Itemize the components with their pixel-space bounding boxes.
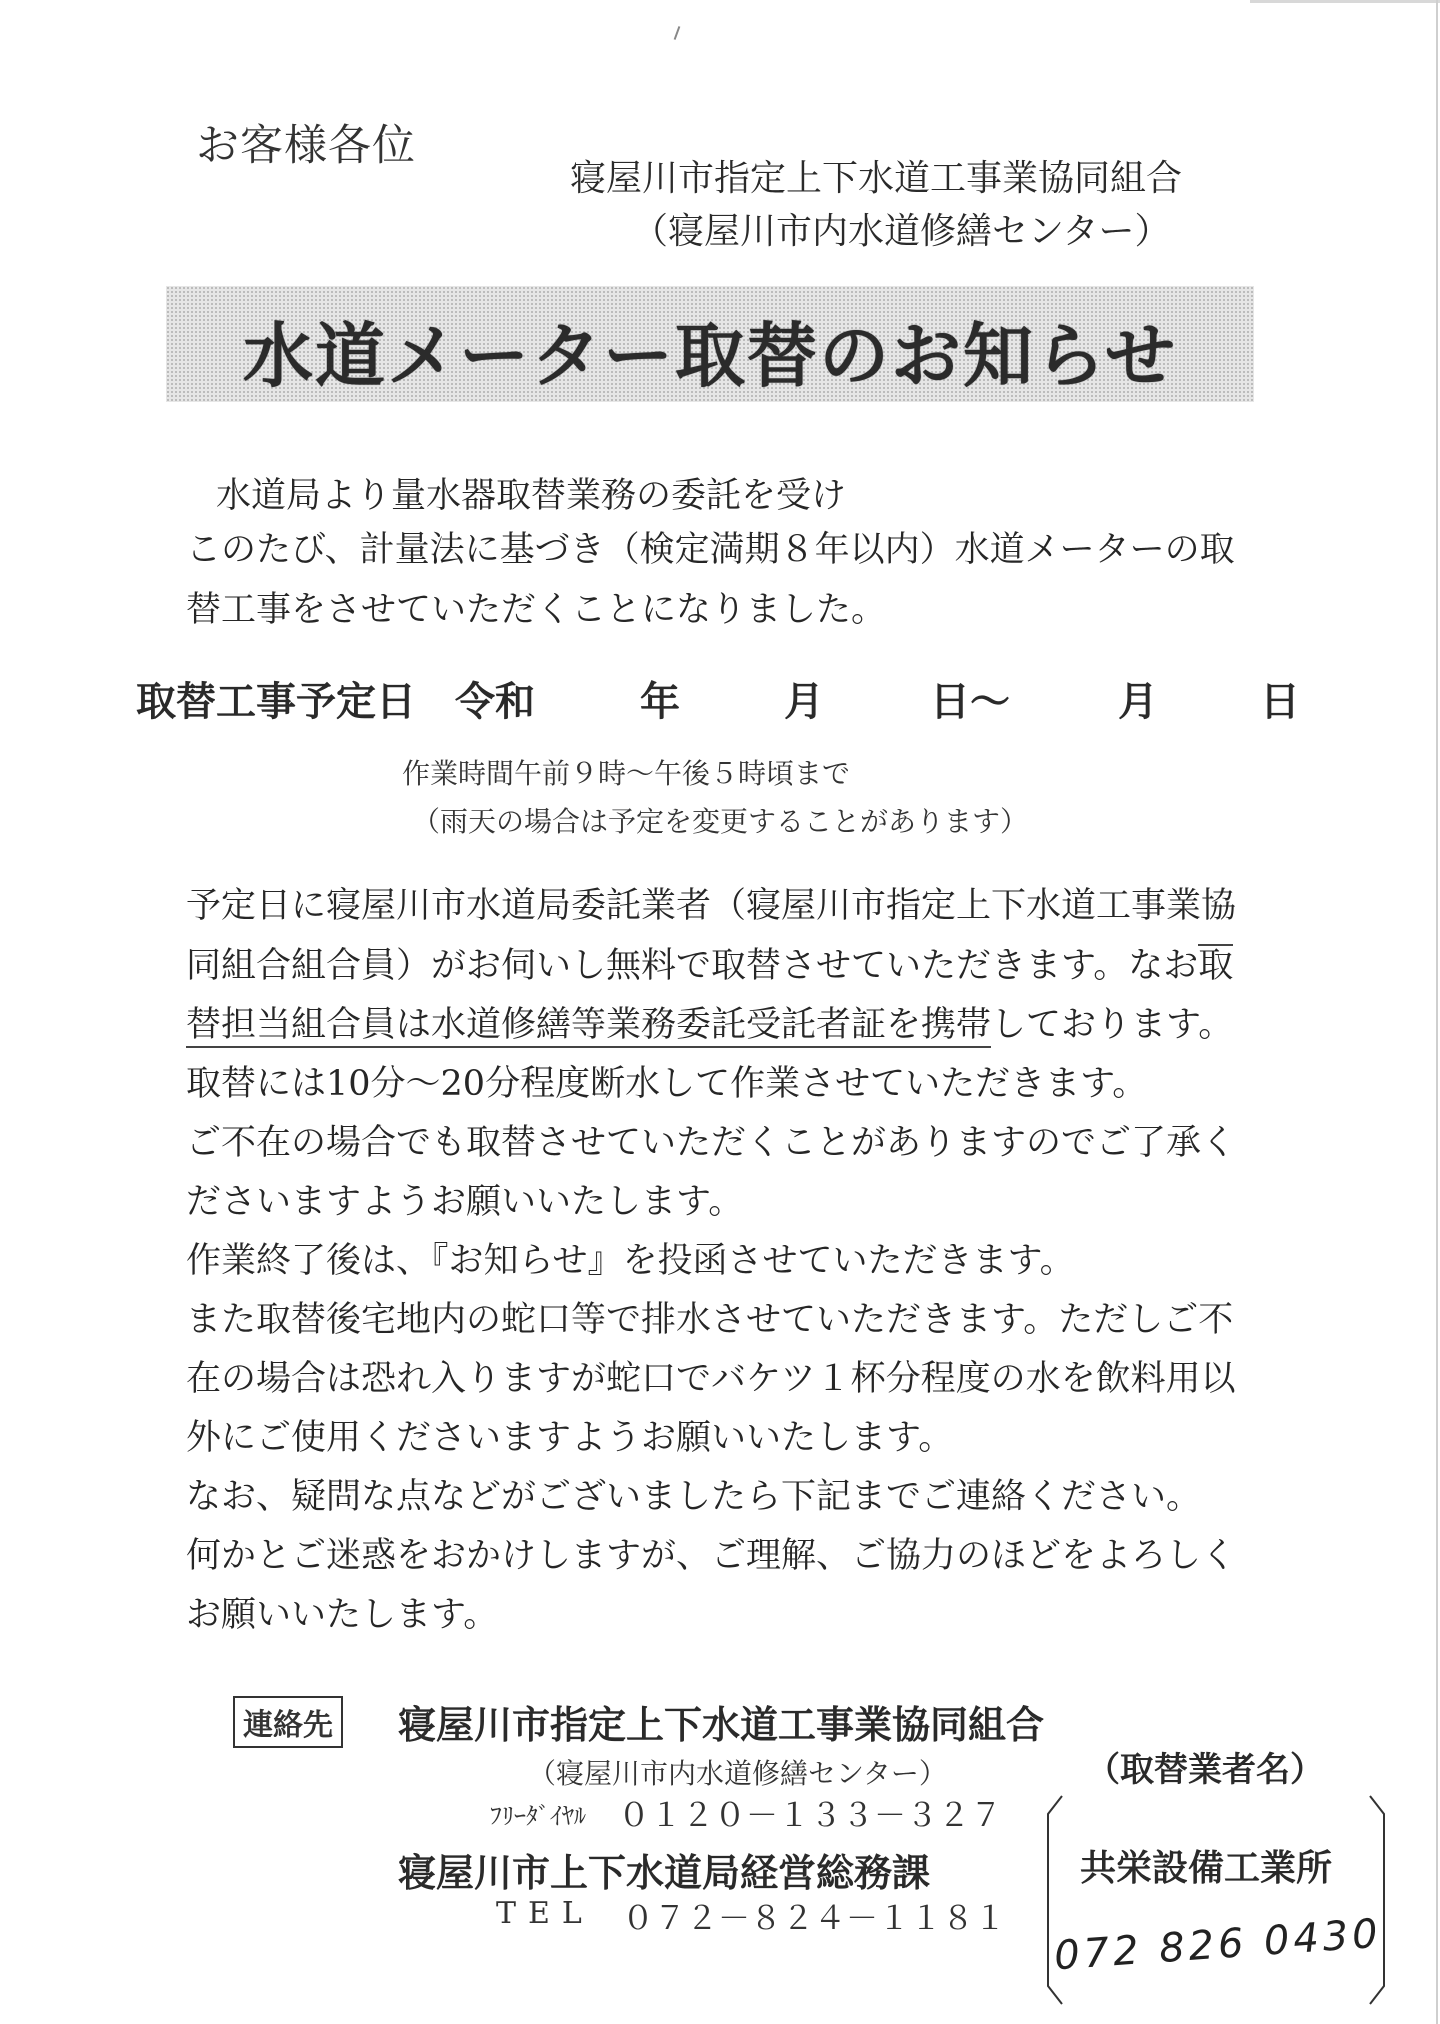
body-line-2 — [186, 938, 1233, 988]
contractor-label: （取替業者名） — [1086, 1750, 1324, 1790]
contractor-stamp-box — [1040, 1790, 1392, 2008]
body-line-3-text: しております。 — [991, 1005, 1234, 1045]
schedule-year: 年 — [640, 679, 680, 725]
body-line-9: 在の場合は恐れ入りますが蛇口でバケツ１杯分程度の水を飲料用以 — [186, 1359, 1236, 1399]
contractor-name: 共栄設備工業所 — [1080, 1848, 1333, 1889]
body-line-4: 取替には10分～20分程度断水して作業させていただきます。 — [186, 1064, 1148, 1104]
body-line-5: ご不在の場合でも取替させていただくことがありますのでご了承く — [186, 1123, 1237, 1163]
page-title: 水道メーター取替のお知らせ — [243, 315, 1177, 397]
intro-line-3: 替工事をさせていただくことになりました。 — [186, 590, 887, 630]
schedule-month: 月 — [784, 679, 824, 725]
tel-label: TEL — [496, 1896, 594, 1931]
header-org-center: （寝屋川市内水道修繕センター） — [632, 211, 1171, 252]
tel-number: ０７２－８２４－１１８１ — [622, 1899, 1007, 1937]
body-line-3-underlined: 替担当組合員は水道修繕等業務委託受託者証を携帯 — [186, 1005, 991, 1048]
contact-dept: 寝屋川市上下水道局経営総務課 — [398, 1851, 931, 1895]
schedule-month-2: 月 — [1118, 679, 1158, 725]
schedule-era: 令和 — [455, 679, 535, 725]
intro-line-1: 水道局より量水器取替業務の委託を受け — [216, 476, 847, 516]
body-line-10: 外にご使用くださいますようお願いいたします。 — [186, 1418, 954, 1458]
contact-label: 連絡先 — [233, 1696, 343, 1748]
body-line-2-text: 同組合組合員）がお伺いし無料で取替させていただきます。なお — [186, 946, 1199, 986]
body-line-3 — [186, 997, 1233, 1047]
schedule-label: 取替工事予定日 — [136, 679, 416, 725]
contractor-phone-handwritten: 072 826 0430 — [1052, 1910, 1384, 1980]
header-org-name: 寝屋川市指定上下水道工事業協同組合 — [570, 158, 1183, 199]
title-banner — [166, 286, 1254, 402]
body-line-11: なお、疑問な点などがございましたら下記までご連絡ください。 — [186, 1477, 1202, 1517]
salutation: お客様各位 — [196, 121, 416, 171]
freedial-number: ０１２０－１３３－３２７ — [618, 1796, 1003, 1834]
scan-edge-top — [1250, 0, 1440, 3]
schedule-day-from: 日～ — [930, 679, 1010, 725]
body-line-12: 何かとご迷惑をおかけしますが、ご理解、ご協力のほどをよろしく — [186, 1536, 1237, 1576]
contact-org-center: （寝屋川市内水道修繕センター） — [528, 1757, 947, 1790]
intro-line-2: このたび、計量法に基づき（検定満期８年以内）水道メーターの取 — [186, 530, 1235, 570]
work-hours: 作業時間午前９時～午後５時頃まで — [402, 757, 851, 790]
scan-edge-right — [1436, 0, 1438, 2024]
contact-org-name: 寝屋川市指定上下水道工事業協同組合 — [398, 1703, 1045, 1747]
schedule-day-to: 日 — [1260, 679, 1300, 725]
body-line-13: お願いいたします。 — [186, 1595, 499, 1635]
body-line-8: また取替後宅地内の蛇口等で排水させていただきます。ただしご不 — [186, 1300, 1234, 1340]
freedial-label: ﾌﾘｰﾀﾞｲﾔﾙ — [490, 1802, 586, 1830]
body-line-2-overline: 取 — [1198, 946, 1234, 986]
body-line-6: ださいますようお願いいたします。 — [186, 1182, 744, 1222]
body-line-1: 予定日に寝屋川市水道局委託業者（寝屋川市指定上下水道工事業協 — [186, 886, 1237, 926]
body-line-7: 作業終了後は、『お知らせ』を投函させていただきます。 — [186, 1241, 1075, 1281]
rain-note: （雨天の場合は予定を変更することがあります） — [412, 805, 1029, 838]
scan-mark — [674, 26, 681, 40]
